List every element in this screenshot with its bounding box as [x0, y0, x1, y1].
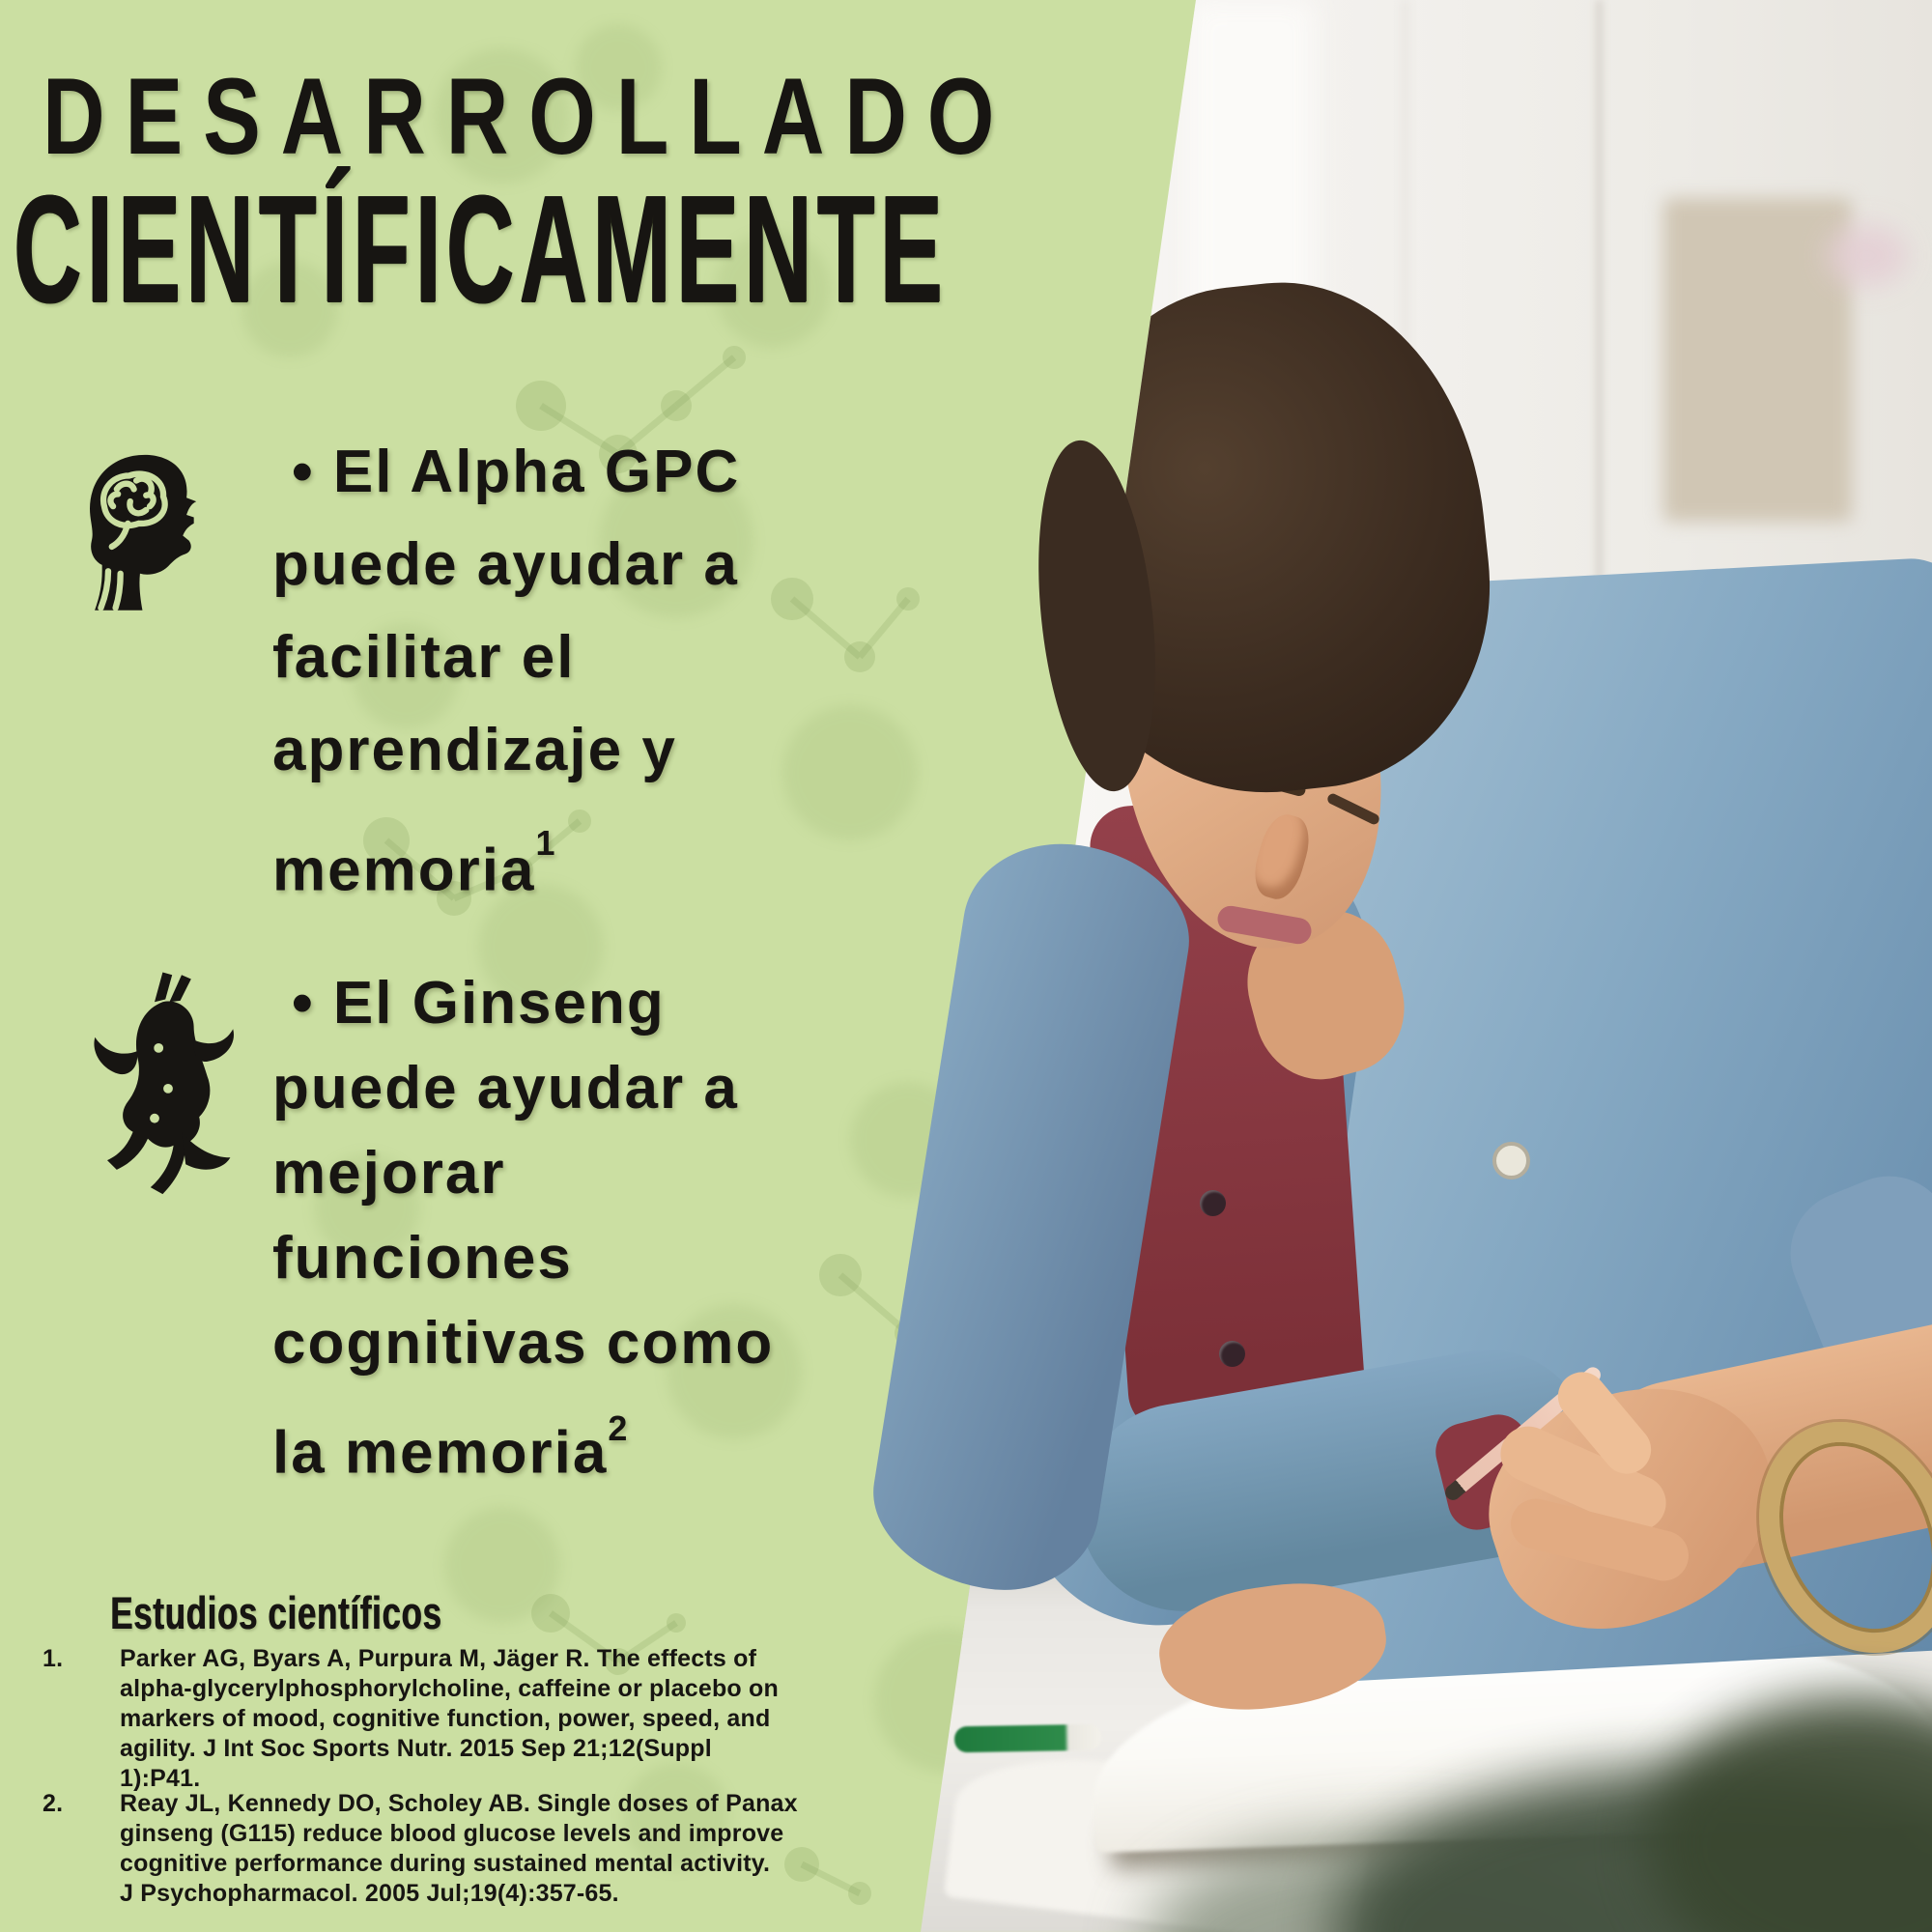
reference-line: 1):P41. — [120, 1765, 201, 1792]
denim-button — [1492, 1142, 1530, 1179]
bullet-text-1 — [272, 426, 740, 917]
reference-line: Reay JL, Kennedy DO, Scholey AB. Single doses of Panax — [120, 1790, 798, 1817]
reference-number: 2. — [43, 1790, 64, 1817]
bullet-line: mejorar — [272, 1140, 506, 1207]
reference-line: markers of mood, cognitive function, power, speed, and — [120, 1705, 771, 1732]
bullet-line: funciones — [272, 1225, 573, 1292]
photo-background-smudge — [1826, 224, 1908, 287]
references-heading-text: Estudios científicos — [110, 1587, 442, 1638]
ginseng-root-icon — [87, 966, 249, 1222]
brain-profile-icon — [71, 446, 218, 620]
reference-line: alpha-glycerylphosphorylcholine, caffeine or placebo on — [120, 1675, 779, 1702]
headline-line-2 — [14, 162, 1520, 337]
bullet-line: puede ayudar a — [272, 531, 739, 598]
reference-text — [120, 1789, 798, 1909]
bullet-text-2 — [272, 961, 774, 1495]
photo-wall-divider — [1596, 0, 1603, 638]
bullet-line: • El Ginseng — [292, 970, 666, 1037]
reference-item-2 — [43, 1789, 798, 1909]
bullet-line-with-reference: la memoria$^2$ — [272, 1408, 628, 1487]
bullet-line: puede ayudar a — [272, 1055, 739, 1122]
bullet-line: • El Alpha GPC — [292, 439, 741, 505]
reference-number: 1. — [43, 1645, 64, 1672]
reference-line: J Psychopharmacol. 2005 Jul;19(4):357-65. — [120, 1880, 619, 1907]
bullet-line: cognitivas como — [272, 1310, 775, 1377]
reference-item-1 — [43, 1644, 779, 1794]
reference-superscript: 2 — [608, 1408, 628, 1448]
bullet-line: facilitar el — [272, 624, 576, 691]
headline-text: DESARROLLADO — [43, 56, 1015, 177]
shirt-button — [1200, 1190, 1226, 1216]
reference-line: agility. J Int Soc Sports Nutr. 2015 Sep 21;12(Suppl — [120, 1735, 712, 1762]
shirt-button — [1219, 1341, 1245, 1367]
references-heading — [110, 1586, 558, 1639]
headline-text: CIENTÍFICAMENTE — [14, 164, 948, 334]
bullet-line: aprendizaje y — [272, 717, 677, 783]
green-pen — [954, 1724, 1101, 1753]
reference-superscript: 1 — [535, 823, 555, 863]
photo-background-door — [1663, 198, 1852, 522]
reference-line: ginseng (G115) reduce blood glucose levels and improve — [120, 1820, 784, 1847]
headline-line-1 — [43, 54, 1258, 179]
reference-line: Parker AG, Byars A, Purpura M, Jäger R. The effects of — [120, 1645, 757, 1672]
bullet-line-with-reference: memoria$^1$ — [272, 823, 555, 904]
reference-line: cognitive performance during sustained mental activity. — [120, 1850, 771, 1877]
reference-text — [120, 1644, 779, 1794]
